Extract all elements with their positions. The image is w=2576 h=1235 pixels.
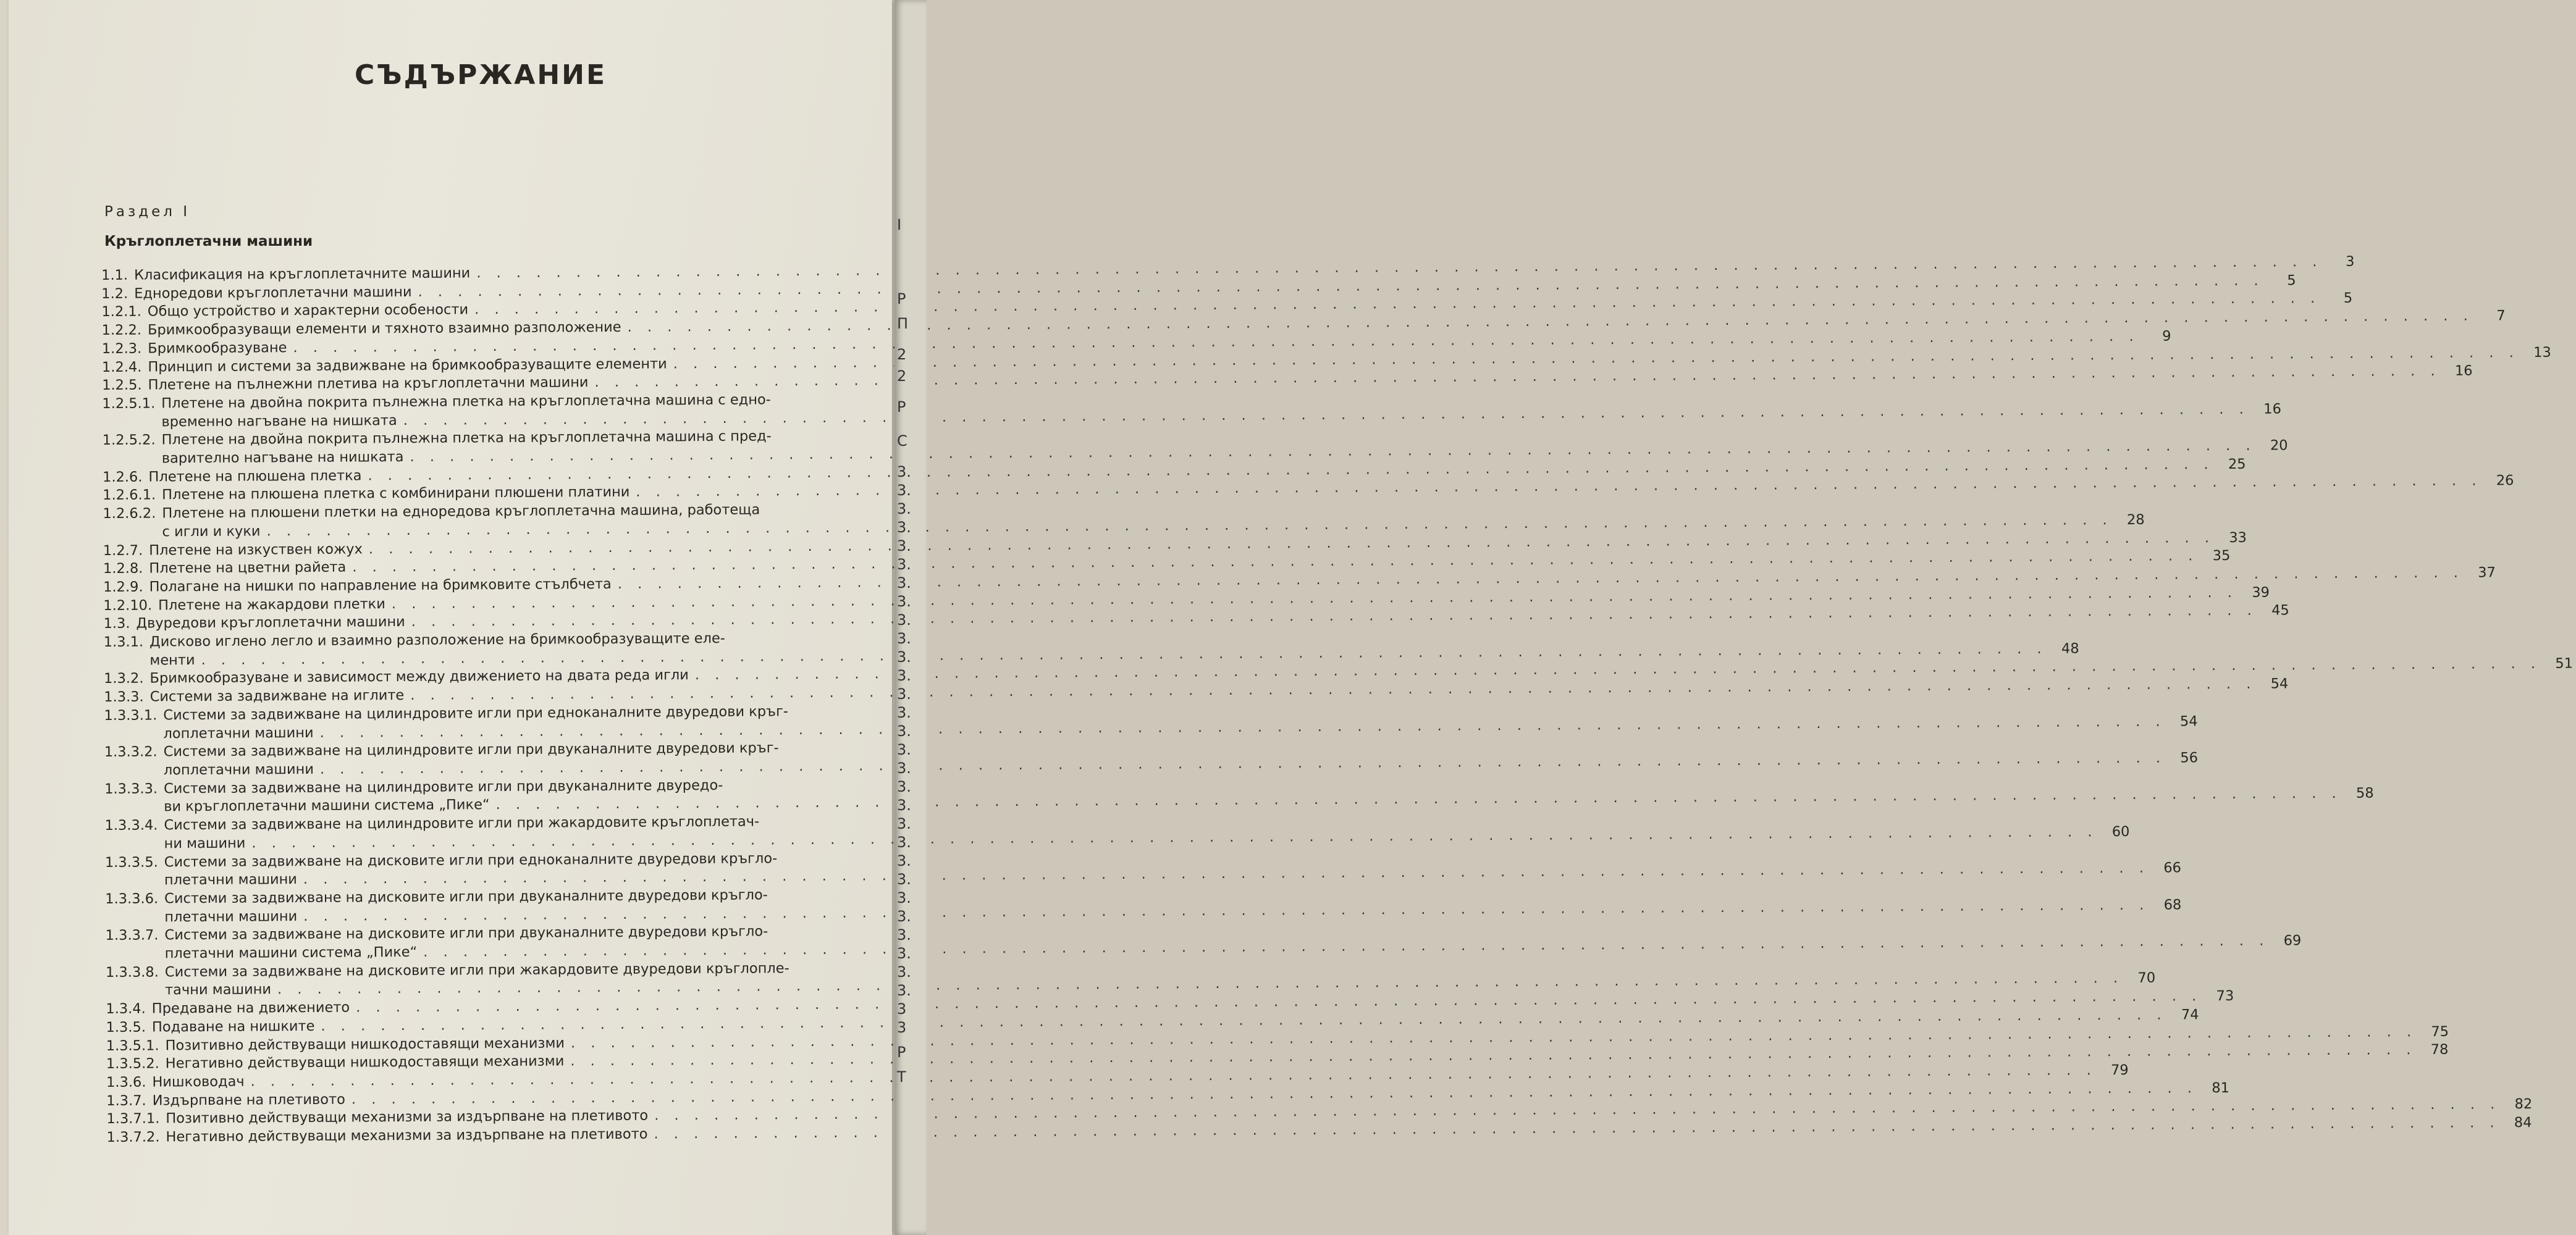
adjacent-page-fragment: 2 [897, 346, 907, 363]
adjacent-page-fragment: 3. [897, 963, 911, 981]
adjacent-page-fragment: 3. [897, 648, 911, 666]
toc-entry-text: Плетене на цветни райета [149, 559, 347, 577]
toc-entry-number: 1.2.6.2. [103, 505, 156, 522]
toc-entry-text: Подаване на нишките [151, 1018, 315, 1036]
toc-entry-number: 1.3.6. [106, 1074, 146, 1091]
adjacent-page-fragment: 3. [897, 704, 911, 721]
book-page [9, 0, 2574, 1235]
toc-entry [105, 886, 2182, 927]
adjacent-page-fragment: 3. [897, 500, 911, 517]
toc-entry-number: 1.3.3.1. [104, 707, 158, 724]
toc-page-number: 13 [2533, 344, 2551, 361]
toc-entry-text-continued: ви кръглоплетачни машини система „Пике“ [164, 797, 490, 815]
toc-entry-text: Бримкообразуване и зависимост между движението на двата реда игли [149, 667, 689, 687]
toc-entry-number: 1.3.3.5. [104, 853, 158, 871]
toc-entry-number: 1.3.3.4. [104, 817, 158, 834]
toc-entry-text: Системи за задвижване на иглите [149, 687, 405, 705]
toc-entry-number: 1.3.5. [106, 1019, 146, 1036]
adjacent-page-fragment: 3. [897, 908, 911, 925]
adjacent-page-fragment: П [897, 315, 909, 332]
adjacent-page-edge [894, 0, 927, 1235]
page-left-edge [0, 0, 9, 1235]
toc-entry-number: 1.3.3. [104, 689, 144, 706]
toc-page-number: 78 [2430, 1042, 2449, 1058]
adjacent-page-fragment: Р [897, 1044, 906, 1061]
toc-entry-number: 1.3.3.2. [104, 743, 158, 761]
toc-entry-number: 1.3.3.3. [104, 781, 158, 797]
adjacent-page-fragment: 3. [897, 556, 911, 573]
toc-entry-text: Плетене на изкуствен кожух [149, 540, 363, 559]
toc-page-number: 73 [2216, 988, 2234, 1005]
toc-entry-text: Плетене на плюшени плетки на едноредова кръглоплетачна машина, работеща [162, 501, 760, 522]
adjacent-page-fragment: 3. [897, 519, 911, 536]
toc-entry-number: 1.3.3.8. [105, 964, 159, 981]
toc-page-number: 45 [2271, 602, 2289, 619]
toc-entry [104, 703, 2198, 743]
toc-entry-text-continued: тачни машини [164, 981, 272, 998]
toc-entry-number: 1.2.7. [103, 542, 143, 559]
toc-entry-number: 1.1. [101, 267, 128, 283]
toc-page-number: 5 [2343, 290, 2353, 307]
toc-page-number: 16 [2263, 401, 2281, 417]
adjacent-page-fragment: 3. [897, 667, 911, 684]
toc-page-number: 26 [2496, 472, 2514, 489]
toc-entry-number: 1.3.5.2. [106, 1055, 159, 1073]
toc-entry-number: 1.3.4. [106, 1000, 146, 1018]
toc-page-number: 54 [2179, 713, 2198, 730]
toc-entry-number: 1.3.1. [103, 634, 144, 651]
adjacent-page-fragment: 3. [897, 537, 911, 555]
toc-entry-text: Системи за задвижване на цилиндровите игли при двуканалните двуредо- [163, 777, 723, 797]
toc-page-number: 69 [2283, 932, 2302, 949]
toc-entry [105, 923, 2302, 963]
toc-entry-text: Системи за задвижване на дисковите игли при жакардовите двуредови кръглопле- [164, 960, 789, 981]
toc-entry-text: Нишководач [152, 1073, 245, 1091]
toc-entry [102, 427, 2288, 468]
toc-entry-text: Двуредови кръглоплетачни машини [136, 614, 405, 632]
toc-entry-number: 1.2.2. [101, 322, 142, 339]
toc-page-number: 16 [2454, 362, 2473, 379]
toc-entry-text: Бримкообразуване [148, 339, 287, 357]
toc-entry-number: 1.3.7.1. [106, 1110, 160, 1128]
toc-page-number: 56 [2180, 750, 2199, 766]
toc-page-number: 60 [2111, 823, 2130, 840]
toc-entry-text: Плетене на двойна покрита пълнежна плетка на кръглоплетачна машина с пред- [161, 428, 772, 448]
toc-entry-text: Полагане на нишки по направление на бримковите стълбчета [149, 576, 612, 595]
adjacent-page-fragment: 3. [897, 593, 911, 610]
toc-page-number: 9 [2162, 328, 2171, 345]
adjacent-page-fragment: 3. [897, 741, 911, 758]
toc-entry [103, 629, 2079, 670]
toc-entry-number: 1.3.3.6. [105, 890, 159, 907]
toc-entry [102, 391, 2281, 432]
toc-page-number: 79 [2110, 1061, 2129, 1079]
adjacent-page-fragment: 3. [897, 852, 911, 869]
toc-entry-text: Дисково иглено легло и взаимно разположение на бримкообразуващите еле- [149, 630, 725, 650]
toc-entry-text: Плетене на жакардови плетки [158, 595, 385, 614]
toc-page-number: 20 [2270, 437, 2288, 454]
adjacent-page-fragment: 2 [897, 367, 907, 385]
section-label: Раздел I [104, 204, 191, 220]
adjacent-page-fragment: 3. [897, 871, 911, 888]
toc-entry-text-continued: лоплетачни машини [163, 761, 314, 779]
toc-entry-text: Системи за задвижване на цилиндровите игли при едноканалните двуредови кръг- [163, 703, 789, 724]
toc-entry-text: Плетене на двойна покрита пълнежна плетка на кръглоплетачна машина с едно- [161, 391, 771, 412]
toc-entry-text: Принцип и системи за задвижване на бримкообразуващите елементи [148, 355, 667, 375]
toc-entry-number: 1.2.10. [103, 597, 153, 614]
toc-page-number: 33 [2229, 529, 2247, 546]
toc-entry-text-continued: ни машини [164, 835, 246, 852]
toc-entry-number: 1.2.5.1. [102, 395, 156, 412]
adjacent-page-fragment: Р [897, 398, 906, 416]
toc-page-number: 84 [2514, 1115, 2532, 1131]
adjacent-page-fragment: 3. [897, 630, 911, 647]
toc-entry-text-continued: менти [149, 651, 195, 669]
toc-page-number: 54 [2270, 676, 2289, 692]
toc-page-number: 3 [2345, 253, 2355, 270]
toc-entry-text: Системи за задвижване на дисковите игли при двуканалните двуредови кръгло- [164, 923, 768, 944]
toc-entry-text-continued: плетачни машини система „Пике“ [164, 944, 418, 962]
toc-entry-text: Системи за задвижване на цилиндровите игли при двуканалните двуредови кръг- [163, 740, 779, 760]
toc-page-number: 75 [2431, 1023, 2449, 1040]
toc-page-number: 51 [2555, 656, 2574, 672]
toc-entry-text: Едноредови кръглоплетачни машини [134, 283, 412, 302]
toc-page-number: 7 [2496, 308, 2506, 324]
toc-page-number: 74 [2181, 1007, 2199, 1023]
adjacent-page-fragment: Т [897, 1068, 906, 1086]
adjacent-page-fragment: 3. [897, 945, 911, 962]
toc-entry-number: 1.2.5.2. [102, 432, 156, 449]
toc-entry [104, 739, 2199, 780]
adjacent-page-fragment: 3. [897, 722, 911, 740]
toc-entry [104, 776, 2374, 817]
toc-entry-number: 1.2.9. [103, 579, 143, 595]
adjacent-page-fragment: 3. [897, 982, 911, 999]
toc-entry-number: 1.2.8. [103, 560, 143, 577]
toc-page-number: 39 [2252, 584, 2270, 601]
toc-entry [104, 849, 2182, 890]
toc-entry-number: 1.3.7. [106, 1092, 146, 1109]
toc-entry [105, 960, 2156, 1000]
adjacent-page-fragment: 3. [897, 463, 911, 480]
toc-entry-number: 1.3.5.1. [106, 1037, 159, 1054]
toc-entry-text: Плетене на пълнежни плетива на кръглоплетачни машини [148, 374, 589, 393]
adjacent-page-fragment: 3. [897, 778, 911, 795]
toc-entry-text: Общо устройство и характерни особености [147, 301, 469, 320]
toc-entry-text: Негативно действуващи нишкодоставящи механизми [165, 1053, 565, 1072]
toc-entry-text: Плетене на плюшена плетка [148, 467, 362, 485]
toc-entry-text: Системи за задвижване на цилиндровите игли при жакардовите кръглоплетач- [164, 813, 760, 834]
toc-entry-number: 1.3.2. [103, 671, 144, 687]
toc-entry-number: 1.3.7.2. [106, 1129, 160, 1146]
toc-page-number: 35 [2212, 548, 2231, 564]
toc-page-number: 68 [2163, 897, 2182, 913]
toc-page-number: 82 [2514, 1096, 2533, 1113]
adjacent-page-fragment: 3. [897, 797, 911, 814]
adjacent-page-fragment: 3. [897, 760, 911, 777]
toc-entry-text: Системи за задвижване на дисковите игли при едноканалните двуредови кръгло- [164, 850, 778, 870]
toc-entry-number: 1.3.3.7. [105, 927, 159, 944]
adjacent-page-fragment: 3 [897, 1019, 907, 1036]
adjacent-page-fragment: 3. [897, 685, 911, 703]
adjacent-page-fragment: 3. [897, 815, 911, 832]
toc-entry-text: Позитивно действуващи нишкодоставящи механизми [165, 1034, 565, 1053]
adjacent-page-fragment: 3 [897, 1000, 907, 1018]
toc-entry-number: 1.2.3. [101, 340, 142, 357]
adjacent-page-fragment: Р [897, 290, 906, 308]
toc-entry-text-continued: варително нагъване на нишката [161, 449, 404, 467]
toc-entry-number: 1.2.6.1. [103, 487, 156, 504]
toc-page-number: 5 [2287, 272, 2296, 289]
toc-entry-text-continued: временно нагъване на нишката [161, 412, 397, 430]
toc-entry-text: Системи за задвижване на дисковите игли при двуканалните двуредови кръгло- [164, 887, 768, 907]
toc-entry-number: 1.2.6. [103, 469, 143, 485]
toc-page-number: 25 [2228, 456, 2246, 472]
toc-entry [103, 501, 2145, 542]
adjacent-page-fragment: 3. [897, 574, 911, 592]
toc-entry [104, 813, 2130, 853]
toc-page-number: 37 [2478, 564, 2496, 581]
toc-entry-number: 1.2.4. [101, 359, 142, 375]
toc-page-number: 66 [2163, 860, 2182, 876]
toc-entry-text: Негативно действуващи механизми за издърпване на плетивото [166, 1126, 648, 1145]
adjacent-page-fragment: I [897, 216, 902, 233]
toc-entry-number: 1.2. [101, 285, 128, 302]
toc-page-number: 58 [2355, 785, 2374, 802]
adjacent-page-fragment: 3. [897, 482, 911, 499]
adjacent-page-fragment: С [897, 432, 907, 450]
table-of-contents [101, 253, 2574, 1147]
toc-entry-text: Издърпване на плетивото [152, 1091, 345, 1109]
adjacent-page-fragment: 3. [897, 611, 911, 629]
toc-entry-text-continued: плетачни машини [164, 908, 298, 926]
toc-entry-text-continued: лоплетачни машини [163, 724, 314, 742]
toc-entry-text: Класификация на кръглоплетачните машини [133, 265, 471, 283]
toc-page-number: 81 [2212, 1079, 2230, 1096]
toc-entry-number: 1.2.5. [102, 377, 142, 394]
toc-entry-text-continued: плетачни машини [164, 871, 297, 889]
toc-entry-number: 1.3. [103, 616, 130, 632]
section-title: Кръглоплетачни машини [104, 233, 313, 249]
adjacent-page-fragment: 3. [897, 834, 911, 851]
adjacent-page-fragment: 3. [897, 889, 911, 906]
toc-page-number: 48 [2061, 640, 2079, 657]
toc-entry-text: Бримкообразуващи елементи и тяхното взаимно разположение [147, 319, 621, 338]
toc-entry-text-continued: с игли и куки [162, 523, 261, 540]
page-title: СЪДЪРЖАНИЕ [355, 59, 607, 91]
toc-page-number: 70 [2137, 970, 2156, 987]
adjacent-page-fragment: 3. [897, 926, 911, 944]
toc-entry-text: Позитивно действуващи механизми за издърпване на плетивото [166, 1107, 649, 1127]
toc-page-number: 28 [2126, 511, 2145, 528]
toc-entry-text: Предаване на движението [151, 999, 350, 1017]
toc-entry-number: 1.2.1. [101, 304, 141, 320]
toc-entry-text: Плетене на плюшена плетка с комбинирани плюшени платини [162, 484, 630, 503]
